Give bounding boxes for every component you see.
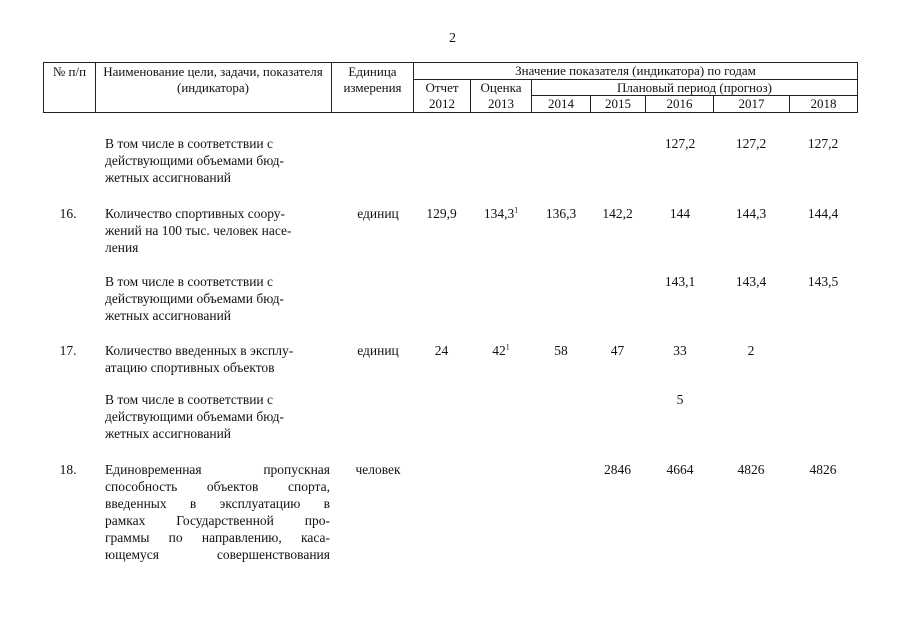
value-2013: $42^1$: [492, 342, 510, 358]
value-2016: 33: [673, 343, 687, 358]
table-header: [43, 62, 858, 113]
row-number: 18.: [59, 462, 77, 477]
row-name: В том числе в соответствии с действующими объемами бюд- жетных ассигнований: [105, 274, 284, 323]
header-report-label: Отчет: [425, 80, 459, 95]
value-2017: 2: [747, 343, 755, 358]
value-2012: 24: [434, 343, 449, 358]
value-2013: 134,3$^1$: [483, 205, 519, 221]
header-num: № п/п: [52, 64, 87, 79]
header-year-2014: 2014: [548, 96, 574, 111]
row-name: Единовременная пропускная способность объектов спорта, введенных в эксплуатацию в рамках Государственной про- граммы по направлению, каса- ющемуся совершенствования: [105, 462, 330, 562]
header-unit: Единица измерения: [343, 64, 402, 95]
header-report-year: 2012: [429, 96, 455, 111]
value-2018: 127,2: [807, 136, 839, 151]
value-2018: 4826: [809, 462, 837, 477]
row-unit: единиц: [357, 206, 399, 221]
header-year-2017: 2017: [738, 96, 765, 111]
value-2016: 127,2: [664, 136, 696, 151]
row-number: 16.: [59, 206, 77, 221]
header-year-2015: 2015: [605, 96, 631, 111]
value-2012: 129,9: [426, 206, 457, 221]
value-2017: 144,3: [735, 206, 767, 221]
header-estimate-label: Оценка: [480, 80, 522, 95]
row-name: Количество спортивных соору- жений на 100 тыс. человек насе- ления: [105, 206, 292, 255]
header-name: Наименование цели, задачи, показателя (индикатора): [103, 64, 323, 95]
value-2015: 2846: [604, 462, 631, 477]
value-2017: 143,4: [735, 274, 767, 289]
value-2014: 136,3: [545, 206, 577, 221]
value-2017: 4826: [737, 462, 765, 477]
header-year-2018: 2018: [810, 96, 837, 111]
value-2015: 142,2: [602, 206, 633, 221]
value-2017: 127,2: [735, 136, 767, 151]
row-name: В том числе в соответствии с действующими объемами бюд- жетных ассигнований: [105, 136, 284, 185]
row-name: Количество введенных в эксплу- атацию спортивных объектов: [105, 343, 294, 375]
header-values-title: Значение показателя (индикатора) по годам: [515, 63, 756, 78]
value-2016: 143,1: [664, 274, 696, 289]
value-2018: 144,4: [807, 206, 839, 221]
value-2016: 4664: [666, 462, 694, 477]
row-unit: единиц: [357, 343, 399, 358]
row-name: В том числе в соответствии с действующими объемами бюд- жетных ассигнований: [105, 392, 284, 441]
header-estimate-year: 2013: [488, 96, 514, 111]
value-2014: 58: [554, 343, 568, 358]
value-2016: 144: [669, 206, 691, 221]
row-unit: человек: [355, 462, 401, 477]
value-2016: 5: [676, 392, 684, 407]
value-2015: 47: [610, 343, 625, 358]
page-number: 2: [449, 31, 456, 46]
header-plan-label: Плановый период (прогноз): [617, 80, 772, 95]
value-2018: 143,5: [807, 274, 839, 289]
row-number: 17.: [59, 343, 77, 358]
header-year-2016: 2016: [666, 96, 693, 111]
